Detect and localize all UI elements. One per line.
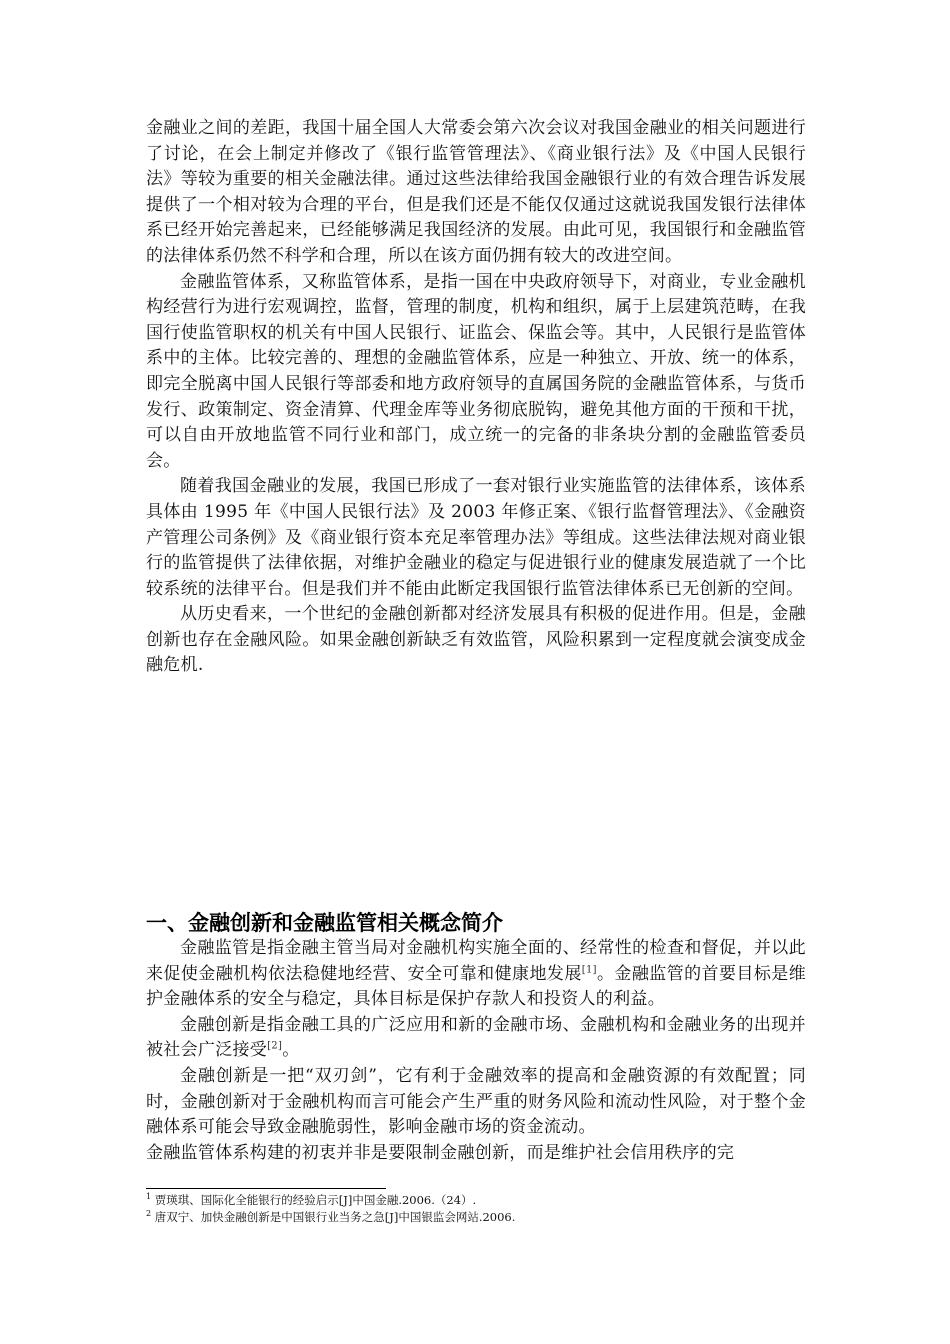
footnote-1 — [146, 1192, 806, 1209]
paragraph-supervision-system: 金融监管体系，又称监管体系，是指一国在中央政府领导下，对商业，专业金融机构经营行为进行宏观调控，监督，管理的制度，机构和组织，属于上层建筑范畴，在我国行使监管职权的机关有中国人民银行、证监会、保监会等。其中，人民银行是监管体系中的主体。比较完善的、理想的金融监管体系，应是一种独立、开放、统一的体系，即完全脱离中国人民银行等部委和地方政府领导的直属国务院的金融监管体系，与货币发行、政策制定、资金清算、代理金库等业务彻底脱钩，避免其他方面的干预和干扰，可以自由开放地监管不同行业和部门，成立统一的完备的非条块分割的金融监管委员会。 — [146, 271, 806, 471]
citation-ref-2: [2] — [267, 1040, 283, 1052]
paragraph-continued: 金融业之间的差距，我国十届全国人大常委会第六次会议对我国金融业的相关问题进行了讨论，在会上制定并修改了《银行监管管理法》、《商业银行法》及《中国人民银行法》等较为重要的相关金融法律。通过这些法律给我国金融银行业的有效合理告诉发展提供了一个相对较为合理的平台，但是我们还是不能仅仅通过这就说我国发银行法律体系已经开始完善起来，已经能够满足我国经济的发展。由此可见，我国银行和金融监管的法律体系仍然不科学和合理，所以在该方面仍拥有较大的改进空间。 — [146, 118, 806, 266]
footnotes — [146, 1192, 806, 1226]
paragraph-innovation-definition — [146, 1013, 806, 1064]
paragraph-legal-system: 随着我国金融业的发展，我国已形成了一套对银行业实施监管的法律体系，该体系具体由 1995 年《中国人民银行法》及 2003 年修正案、《银行监督管理法》、《金融资产管理公司条例》及《商业银行资本充足率管理办法》等组成。这些法律法规对商业银行的监管提供了法律依据，对维护金融业的稳定与促进银行业的健康发展造就了一个比较系统的法律平台。但是我们并不能由此断定我国银行监管法律体系已无创新的空间。 — [146, 476, 806, 599]
paragraph-supervision-definition — [146, 936, 806, 1013]
paragraph-system-purpose: 金融监管体系构建的初衷并非是要限制金融创新，而是维护社会信用秩序的完 — [146, 1142, 735, 1163]
footnote-text: 唐双宁、加快金融创新是中国银行业当务之急[J]中国银监会网站.2006. — [151, 1210, 516, 1224]
footnote-mark: 1 — [146, 1192, 152, 1202]
paragraph-text: 金融监管是指金融主管当局对金融机构实施全面的、经常性的检查和督促，并以此来促使金融机构依法稳健地经营、安全可靠和健康地发展 — [146, 938, 806, 984]
footnote-mark: 2 — [146, 1209, 152, 1219]
footnote-separator — [146, 1188, 386, 1189]
continued-text-block — [146, 116, 806, 679]
citation-ref-1: [1] — [581, 963, 597, 975]
paragraph-history: 从历史看来，一个世纪的金融创新都对经济发展具有积极的促进作用。但是，金融创新也存在金融风险。如果金融创新缺乏有效监管，风险积累到一定程度就会演变成金融危机. — [146, 604, 806, 676]
section-text-block — [146, 936, 806, 1166]
paragraph-double-edged: 金融创新是一把“双刃剑”，它有利于金融效率的提高和金融资源的有效配置；同时，金融创新对于金融机构而言可能会产生严重的财务风险和流动性风险，对于整个金融体系可能会导致金融脆弱性，影响金融市场的资金流动。 — [146, 1065, 806, 1138]
section-heading: 一、金融创新和金融监管相关概念简介 — [146, 911, 503, 935]
footnote-text: 贾瑛琪、国际化全能银行的经验启示[J]中国金融.2006.（24）. — [151, 1193, 477, 1207]
paragraph-text-tail: 。 — [282, 1040, 300, 1061]
paragraph-text: 金融创新是指金融工具的广泛应用和新的金融市场、金融机构和金融业务的出现并被社会广泛接受 — [146, 1014, 806, 1061]
paragraph-text-tail: 。金融监管的首要目标是维护金融体系的安全与稳定，具体目标是保护存款人和投资人的利益。 — [146, 963, 807, 1010]
footnote-2 — [146, 1209, 806, 1226]
